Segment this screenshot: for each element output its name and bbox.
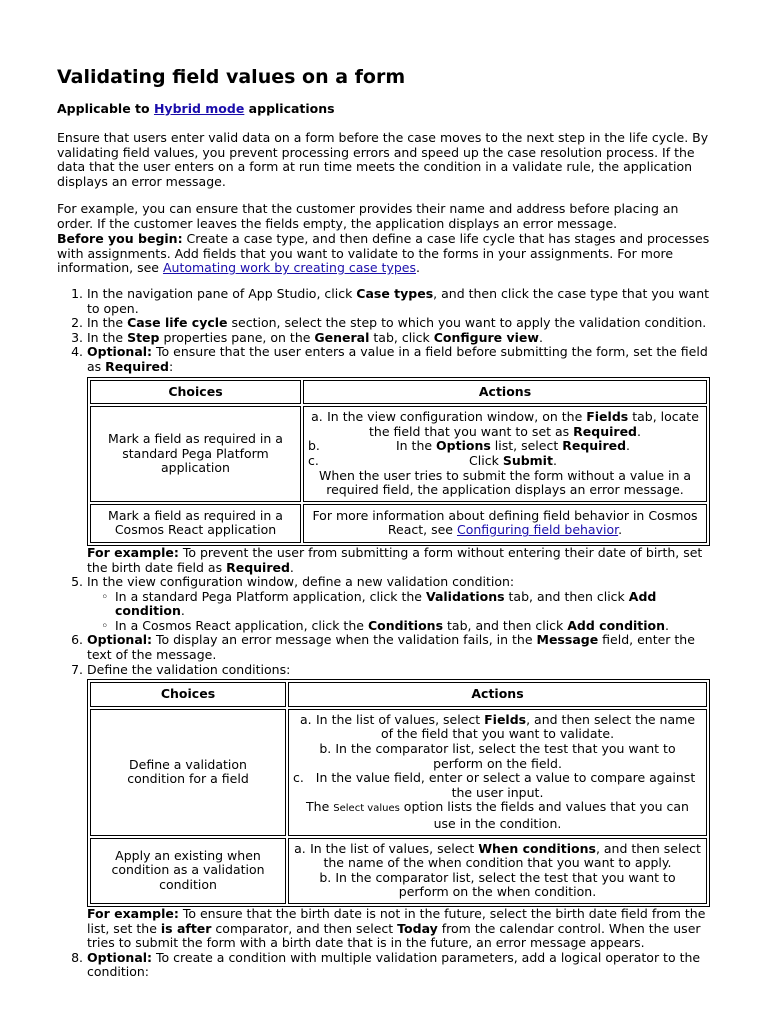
automating-work-link[interactable]: Automating work by creating case types (162, 260, 416, 276)
step-4-example: For example: To prevent the user from submitting a form without entering their date of birth, set the birth date field as Required. (87, 544, 703, 575)
step-4: 4. Optional: To ensure that the user enters a value in a field before submitting the form, set the field as Required: Choices Actions Mark a field as required in a standard Pega Platform application a. In the view configuration window, on the Fields tab, locate the field that you want to set as Required. b. In the Options list, select Required. c. Click Submit. When the user tries to submit the form without a value in a required field, the application displays an error message. Mark a field as required in a Cosmos React application For more information about defining field behavior in Cosmos React, see Configuring field behavior. For example: To prevent the user from submitting a form without entering their date of birth, set the birth date field as Required. (87, 345, 712, 575)
choice-cell: Define a validation condition for a field (90, 709, 286, 836)
actions-header: Actions (303, 380, 707, 405)
action-note: The Select values option lists the fields and values that you can use in the condition. (306, 799, 689, 831)
step-7: 7. Define the validation conditions: Choices Actions Define a validation condition for a field a. In the list of values, select Fields, and then select the name of the field that you want to validate. b. In the comparator list, select the test that you want to perform on the field. c. In the value field, enter or select a value to compare against the user input. The Select values option lists the fields and values that you can use in the condition. Apply an existing when condition as a validation condition a. In the list of values, select When conditions, and then select the name of the when condition that you want to apply. b. In the comparator list, select the test that you want to perform on the when condition. For example: To ensure that the birth date is not in the future, select the birth date field from the list, set the is after comparator, and then select Today from the calendar control. When the user tries to submit the form with a birth date that is in the future, an error message appears. (87, 663, 712, 951)
list-item: ◦ In a standard Pega Platform application, click the Validations tab, and then click Add condition. (115, 590, 712, 619)
step-5-options (87, 590, 712, 634)
list-item: ◦ In a Cosmos React application, click the Conditions tab, and then click Add condition. (115, 619, 712, 634)
step-2: 2. In the Case life cycle section, select the step to which you want to apply the validation condition. (87, 316, 712, 331)
action-cell: For more information about defining field behavior in Cosmos React, see Configuring field behavior. (303, 504, 707, 543)
step-5: 5. In the view configuration window, define a new validation condition: ◦ In a standard Pega Platform application, click the Validations tab, and then click Add condition. ◦ In a Cosmos React application, click the Conditions tab, and then click Add condition. (87, 575, 712, 633)
choice-cell: Mark a field as required in a Cosmos React application (90, 504, 301, 543)
step-1: 1. In the navigation pane of App Studio, click Case types, and then click the case type that you want to open. (87, 287, 712, 316)
action-substep-b: b. In the comparator list, select the test that you want to perform on the when condition. (319, 869, 676, 900)
before-you-begin: Before you begin: Create a case type, and then define a case life cycle that has stages and processes with assignments. Add fields that you want to validate to the forms in your assignments. For more information, see Automating work by creating case types. (57, 231, 710, 276)
action-cell (303, 406, 707, 502)
action-substep-a: a. In the list of values, select Fields, and then select the name of the field that you want to validate. (299, 711, 696, 742)
step-7-example: For example: To ensure that the birth date is not in the future, select the birth date field from the list, set the is after comparator, and then select Today from the calendar control. When the user tries to submit the form with a birth date that is in the future, an error message appears. (87, 905, 706, 951)
required-field-table (87, 377, 710, 546)
configuring-field-behavior-link[interactable]: Configuring field behavior (456, 522, 619, 538)
step-3: 3. In the Step properties pane, on the General tab, click Configure view. (87, 331, 712, 346)
action-cell (288, 838, 707, 904)
action-cell (288, 709, 707, 836)
validation-conditions-table (87, 679, 710, 907)
hybrid-mode-link[interactable]: Hybrid mode (153, 101, 245, 116)
action-substep-a: a. In the view configuration window, on the Fields tab, locate the field that you want to set as Required. (311, 409, 699, 439)
action-substep-a: a. In the list of values, select When conditions, and then select the name of the when condition that you want to apply. (294, 840, 701, 871)
step-8: 8. Optional: To create a condition with multiple validation parameters, add a logical operator to the condition: (87, 951, 712, 980)
intro-paragraph: Ensure that users enter valid data on a form before the case moves to the next step in the life cycle. By validating field values, you prevent processing errors and speed up the case resolution process. If the data that the user enters on a form at run time meets the condition in a validate rule, the application displays an error message. (57, 130, 709, 189)
example-paragraph: For example, you can ensure that the customer provides their name and address before placing an order. If the customer leaves the fields empty, the application displays an error message. (57, 201, 679, 231)
action-substep-b: b. In the comparator list, select the test that you want to perform on the field. (319, 741, 676, 771)
choice-cell: Apply an existing when condition as a validation condition (90, 838, 286, 904)
choice-cell: Mark a field as required in a standard Pega Platform application (90, 406, 301, 502)
action-note: When the user tries to submit the form without a value in a required field, the application displays an error message. (318, 467, 692, 498)
page-title: Validating field values on a form (57, 66, 406, 88)
procedure-steps (57, 287, 712, 980)
action-substep-c: c. Click Submit. (308, 452, 557, 468)
choices-header: Choices (90, 380, 301, 405)
action-substep-b: b. In the Options list, select Required. (308, 438, 631, 454)
step-6: 6. Optional: To display an error message when the validation fails, in the Message field, enter the text of the message. (87, 633, 712, 662)
actions-header: Actions (288, 682, 707, 707)
applicability-note: Applicable to Hybrid mode applications (57, 101, 335, 116)
action-substep-c: c. In the value field, enter or select a value to compare against the user input. (293, 770, 696, 800)
choices-header: Choices (90, 682, 286, 707)
